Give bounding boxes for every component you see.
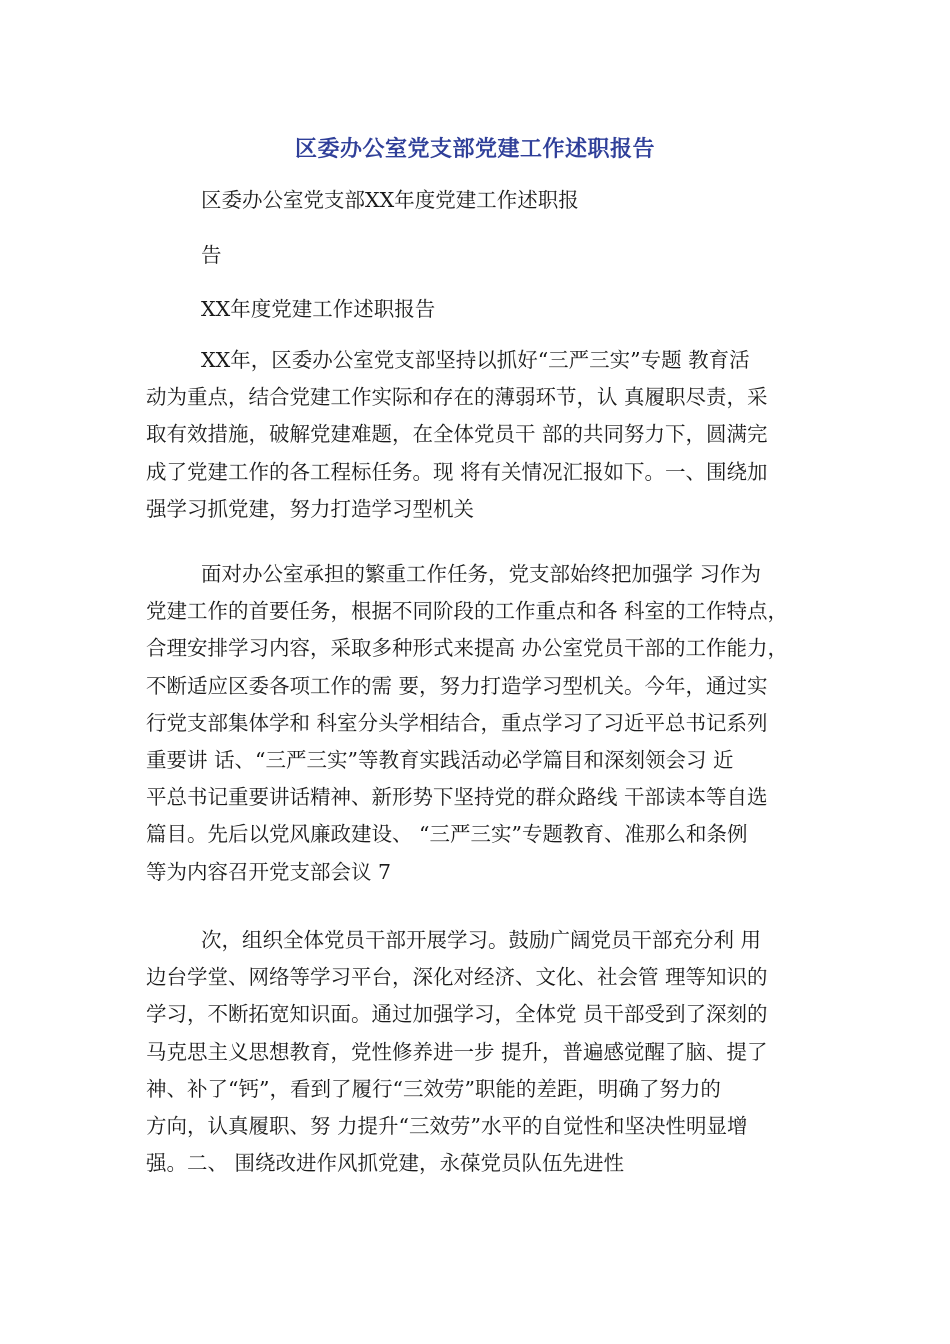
paragraph-line: 行党支部集体学和 科室分头学相结合，重点学习了习近平总书记系列 [146, 710, 768, 735]
paragraph-line: 成了党建工作的各工程标任务。现 将有关情况汇报如下。一、围绕加 [146, 459, 768, 484]
paragraph-line: 不断适应区委各项工作的需 要，努力打造学习型机关。今年，通过实 [146, 673, 768, 698]
paragraph-3 [146, 922, 826, 1182]
paragraph-line: 合理安排学习内容，采取多种形式来提高 办公室党员干部的工作能力， [146, 636, 789, 661]
subtitle-line-2: 告 [201, 243, 222, 267]
paragraph-line: 面对办公室承担的繁重工作任务，党支部始终把加强学 习作为 [201, 562, 762, 586]
section-heading: XX年度党建工作述职报告 [201, 297, 436, 321]
paragraph-line: 平总书记重要讲话精神、新形势下坚持党的群众路线 干部读本等自选 [146, 785, 768, 810]
paragraph-line: 学习，不断拓宽知识面。通过加强学习，全体党 员干部受到了深刻的 [146, 1002, 768, 1027]
paragraph-line: 篇目。先后以党风廉政建设、 “三严三实”专题教育、准那么和条例 [146, 822, 748, 847]
paragraph-line: 等为内容召开党支部会议 7 [146, 859, 392, 884]
paragraph-line: 强学习抓党建，努力打造学习型机关 [146, 496, 474, 521]
paragraph-line: 重要讲 话、“三严三实”等教育实践活动必学篇目和深刻领会习 近 [146, 747, 734, 772]
subtitle-line-1: 区委办公室党支部XX年度党建工作述职报 [201, 188, 579, 212]
paragraph-line: 动为重点，结合党建工作实际和存在的薄弱环节，认 真履职尽责，采 [146, 385, 768, 410]
paragraph-1 [146, 342, 826, 528]
paragraph-line: 强。二、 围绕改进作风抓党建，永葆党员队伍先进性 [146, 1151, 625, 1176]
paragraph-line: 党建工作的首要任务，根据不同阶段的工作重点和各 科室的工作特点， [146, 599, 789, 624]
paragraph-line: 神、补了“钙”，看到了履行“三效劳”职能的差距，明确了努力的 [146, 1076, 721, 1101]
paragraph-line: 边台学堂、网络等学习平台，深化对经济、文化、社会管 理等知识的 [146, 965, 768, 990]
paragraph-line: 马克思主义思想教育，党性修养进一步 提升，普遍感觉醒了脑、提了 [146, 1039, 768, 1064]
paragraph-2 [146, 556, 826, 891]
document-title: 区委办公室党支部党建工作述职报告 [294, 137, 655, 162]
paragraph-line: 取有效措施，破解党建难题，在全体党员干 部的共同努力下，圆满完 [146, 422, 768, 447]
paragraph-line: XX年，区委办公室党支部坚持以抓好“三严三实”专题 教育活 [201, 348, 750, 372]
paragraph-line: 次，组织全体党员干部开展学习。鼓励广阔党员干部充分利 用 [201, 928, 762, 952]
paragraph-line: 方向，认真履职、努 力提升“三效劳”水平的自觉性和坚决性明显增 [146, 1113, 748, 1138]
